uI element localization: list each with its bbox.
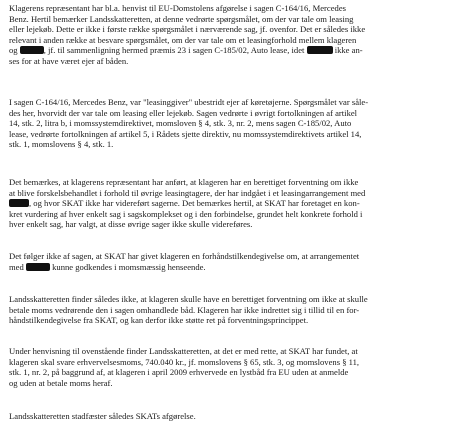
- text-line: [9, 56, 459, 67]
- paragraph: [9, 411, 459, 422]
- text-segment: håndstilkendegivelse fra SKAT, og kan derfor ikke støtte ret på forventningsprincippet.: [9, 315, 309, 326]
- text-segment: stk. 1, momslovens § 4, stk. 1.: [9, 139, 114, 150]
- text-line: [9, 305, 459, 316]
- text-segment: Det følger ikke af sagen, at SKAT har givet klageren en forhåndstilkendegivelse om, at arrangementet: [9, 251, 360, 261]
- text-segment: kret vurdering af hver enkelt sag i sagskomplekset og i den forbindelse, grundet helt konkrete forhold i: [9, 208, 363, 219]
- text-line: [9, 209, 459, 220]
- text-segment: 14, stk. 2, litra b, i momssystemdirektivet, momsloven § 4, stk. 3, nr. 2, mens sagen C-185/02, Auto: [9, 118, 352, 129]
- text-segment: , jf. til sammenligning hermed præmis 23 i sagen C-185/02, Auto lease, idet: [43, 45, 307, 56]
- text-line: [9, 262, 459, 273]
- paragraph: [9, 294, 459, 326]
- text-line: [9, 108, 459, 119]
- text-segment: eller lejekøb. Dette er ikke i første række spørgsmålet i nærværende sag, jf. ovenfor. Det er således ikke: [9, 24, 366, 35]
- redaction-bar: [307, 46, 333, 54]
- text-segment: des her, hvorvidt der var tale om leasing eller lejekøb. Sagen vedrørte i øvrigt fortolkningen af artikel: [9, 107, 358, 118]
- text-line: [9, 45, 459, 56]
- text-segment: betale moms vedrørende den i sagen omhandlede båd. Klageren har ikke indrettet sig i tillid til en for-: [9, 304, 360, 315]
- text-segment: ikke an-: [332, 45, 363, 56]
- text-line: [9, 346, 459, 357]
- text-segment: hver enkelt sag, har valgt, at disse øvrige sager ikke skulle videreføres.: [9, 219, 253, 230]
- text-line: [9, 139, 459, 150]
- text-line: [9, 367, 459, 378]
- redaction-bar: [9, 199, 29, 207]
- text-segment: ses for at have været ejer af båden.: [9, 55, 129, 66]
- text-segment: kunne godkendes i momsmæssig henseende.: [49, 261, 206, 272]
- text-segment: relevant i anden række at besvare spørgsmålet, om der var tale om et leasingforhold mellem klageren: [9, 34, 357, 45]
- text-segment: og: [9, 45, 20, 56]
- text-line: [9, 294, 459, 305]
- text-segment: og uden at betale moms heraf.: [9, 377, 113, 388]
- text-line: [9, 97, 459, 108]
- text-segment: lease, vedrørte fortolkningen af artikel 5, i Rådets sjette direktiv, nu momssystemdirektivets artikel 14,: [9, 128, 362, 139]
- text-segment: Landsskatteretten finder således ikke, at klageren skulle have en berettiget forventning om ikke at skulle: [9, 294, 368, 304]
- text-line: [9, 315, 459, 326]
- text-segment: med: [9, 261, 26, 272]
- text-line: [9, 251, 459, 262]
- paragraph: [9, 97, 459, 150]
- text-line: [9, 118, 459, 129]
- paragraph: [9, 251, 459, 272]
- text-segment: I sagen C-164/16, Mercedes Benz, var "leasinggiver" ubestridt ejer af køretøjerne. Spørgsmålet var såle-: [9, 97, 369, 107]
- text-segment: Under henvisning til ovenstående finder Landsskatteretten, at det er med rette, at SKAT har fundet, at: [9, 346, 358, 356]
- text-segment: , og hvor SKAT ikke har videreført sagerne. Det bemærkes hertil, at SKAT har foretaget en kon-: [29, 198, 360, 209]
- text-line: [9, 14, 459, 25]
- text-segment: Benz. Hertil bemærker Landsskatteretten, at denne vedrørte spørgsmålet, om der var tale om leasing: [9, 13, 354, 24]
- paragraph: [9, 346, 459, 388]
- text-line: [9, 129, 459, 140]
- text-segment: klageren skal svare erhvervelsesmoms, 740.040 kr., jf. momslovens § 65, stk. 3, og momslovens § 11,: [9, 356, 360, 367]
- text-segment: Det bemærkes, at klagerens repræsentant har anført, at klageren har en berettiget forventning om ikke: [9, 177, 359, 187]
- text-segment: Landsskatteretten stadfæster således SKATs afgørelse.: [9, 411, 196, 421]
- text-line: [9, 219, 459, 230]
- text-line: [9, 411, 459, 422]
- redaction-bar: [26, 263, 50, 271]
- redaction-bar: [20, 46, 44, 54]
- paragraph: [9, 3, 459, 67]
- text-segment: Klagerens repræsentant har bl.a. henvist til EU-Domstolens afgørelse i sagen C-164/16, Mercedes: [9, 3, 346, 13]
- text-segment: stk. 1, nr. 2, på baggrund af, at klageren i april 2009 erhvervede en lystbåd fra EU uden at anmelde: [9, 367, 349, 378]
- text-line: [9, 24, 459, 35]
- text-line: [9, 378, 459, 389]
- text-line: [9, 198, 459, 209]
- paragraph: [9, 177, 459, 230]
- text-line: [9, 188, 459, 199]
- text-segment: at blive forskelsbehandlet i forhold til øvrige leasingtagere, der har indgået i et leasingarrangement med: [9, 187, 366, 198]
- text-line: [9, 177, 459, 188]
- text-line: [9, 3, 459, 14]
- text-line: [9, 357, 459, 368]
- text-line: [9, 35, 459, 46]
